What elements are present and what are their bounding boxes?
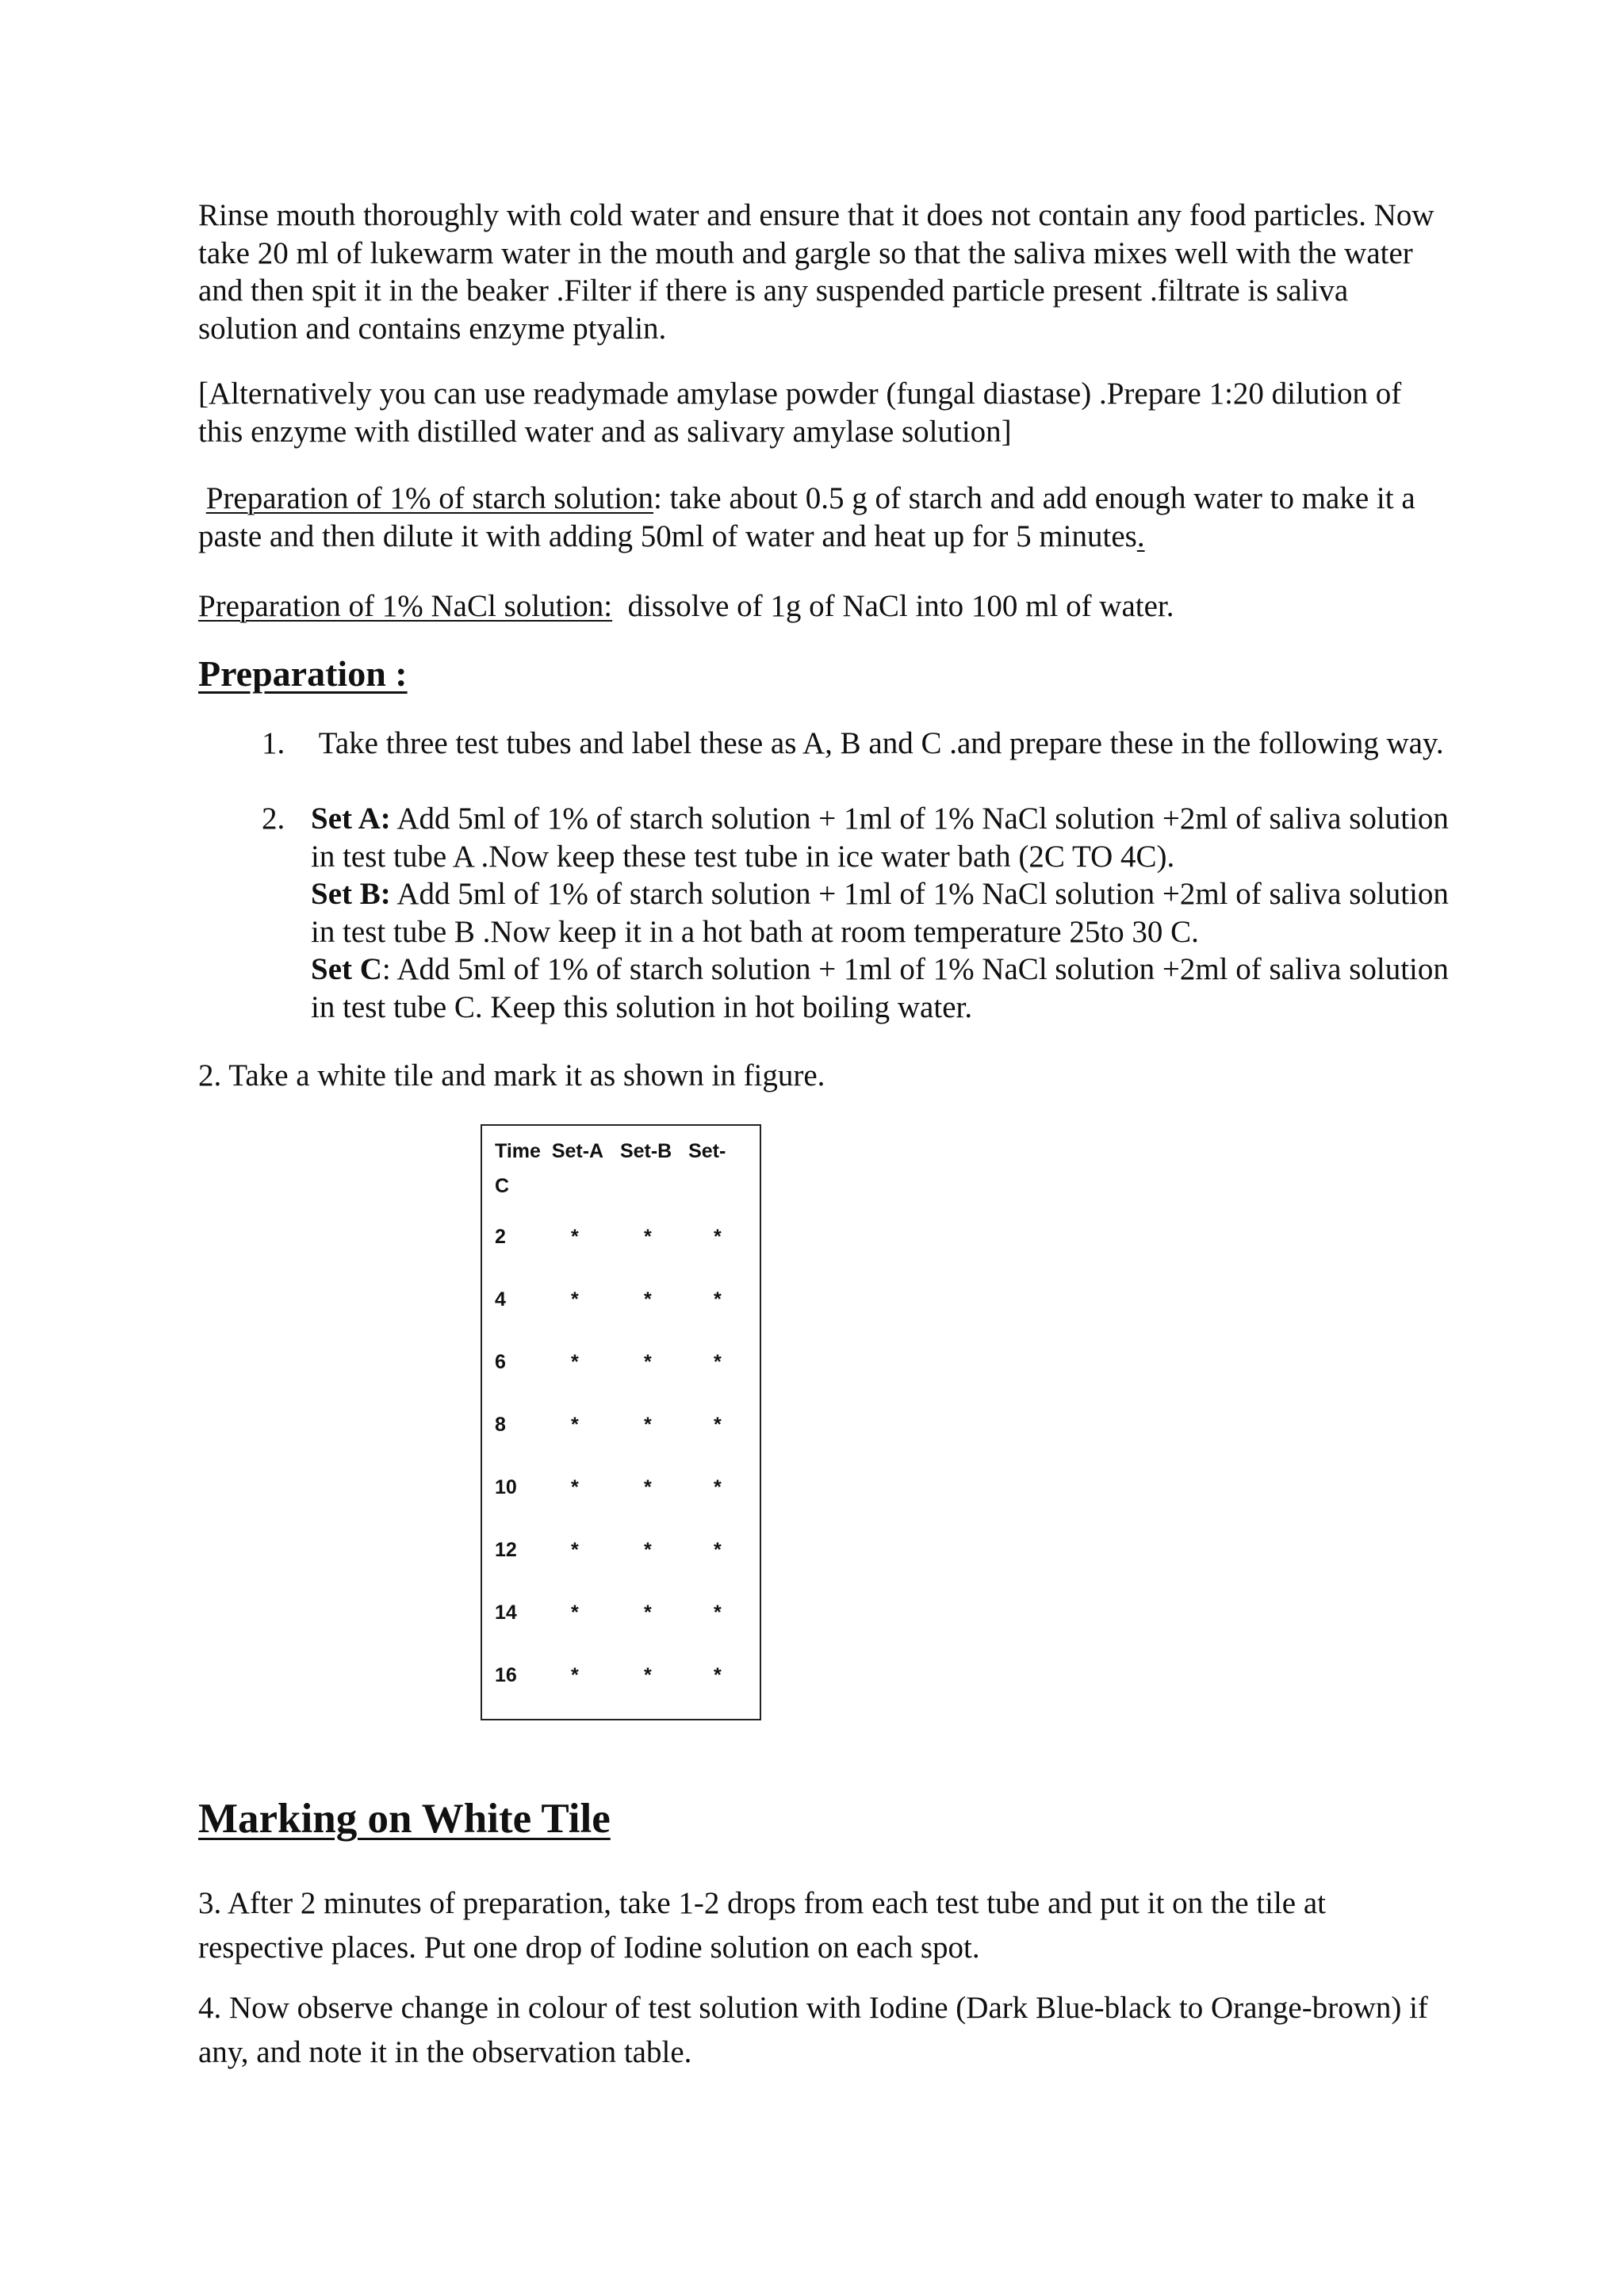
white-tile-figure — [481, 1124, 761, 1720]
set-c-cell: * — [714, 1476, 722, 1498]
tile-row — [495, 1346, 756, 1378]
tile-row — [495, 1659, 756, 1691]
set-c-cell: * — [714, 1351, 722, 1373]
alternative-paragraph: [Alternatively you can use readymade amylase powder (fungal diastase) .Prepare 1:20 dilution of this enzyme with distilled water and as salivary amylase solution] — [198, 377, 1402, 449]
set-b-cell: * — [644, 1664, 652, 1686]
set-c-cell: * — [714, 1414, 722, 1436]
set-b-text: Set B: Add 5ml of 1% of starch solution + 1ml of 1% NaCl solution +2ml of saliva solution in test tube B .Now keep it in a hot bath at room temperature 25to 30 C. — [311, 877, 1449, 949]
header-set-c-suffix: C — [495, 1175, 510, 1197]
set-a-cell: * — [571, 1601, 579, 1624]
set-c-cell: * — [714, 1664, 722, 1686]
header-set-a: Set-A — [551, 1140, 604, 1162]
tile-row — [495, 1597, 756, 1628]
time-cell: 10 — [495, 1476, 517, 1498]
set-c-cell: * — [714, 1601, 722, 1624]
time-cell: 2 — [495, 1226, 506, 1248]
nacl-text: dissolve of 1g of NaCl into 100 ml of water. — [612, 589, 1174, 623]
time-cell: 12 — [495, 1539, 517, 1561]
tile-row — [495, 1284, 756, 1315]
header-set-c: Set- — [688, 1140, 726, 1162]
set-c-cell: * — [714, 1226, 722, 1248]
time-cell: 14 — [495, 1601, 517, 1624]
starch-paragraph — [198, 480, 1451, 555]
header-time: Time — [495, 1140, 541, 1162]
set-b-cell: * — [644, 1601, 652, 1624]
set-b-cell: * — [644, 1226, 652, 1248]
set-b-cell: * — [644, 1414, 652, 1436]
set-b-label: Set B: — [311, 877, 391, 911]
saliva-paragraph: Rinse mouth thoroughly with cold water and ensure that it does not contain any food particles. Now take 20 ml of lukewarm water in the mouth and gargle so that the saliva mixes well with the water and then spit it in the beaker .Filter if there is any suspended particle present .filtrate is saliva solution and contains enzyme ptyalin. — [198, 198, 1434, 346]
set-b-cell: * — [644, 1351, 652, 1373]
step-3-paragraph: 3. After 2 minutes of preparation, take 1-2 drops from each test tube and put it on the tile at respective places. Put one drop of Iodine solution on each spot. — [198, 1886, 1327, 1965]
set-a-label: Set A: — [311, 802, 391, 836]
preparation-list — [198, 725, 1451, 1030]
set-a-cell: * — [571, 1539, 579, 1561]
tile-row — [495, 1534, 756, 1566]
set-b-cell: * — [644, 1288, 652, 1311]
starch-text: : take about 0.5 g of starch and add enough water to make it a paste and then dilute it with adding 50ml of water and heat up for 5 minutes — [198, 481, 1415, 553]
set-b-cell: * — [644, 1539, 652, 1561]
time-cell: 4 — [495, 1288, 506, 1311]
tile-row — [495, 1471, 756, 1503]
set-a-cell: * — [571, 1288, 579, 1311]
list-item — [198, 800, 1451, 1030]
item-text: Take three test tubes and label these as A, B and C .and prepare these in the following way. — [311, 726, 1444, 760]
list-item — [198, 725, 1451, 800]
set-c-text: Set C: Add 5ml of 1% of starch solution + 1ml of 1% NaCl solution +2ml of saliva solution in test tube C. Keep this solution in hot boiling water. — [311, 952, 1449, 1024]
nacl-label: Preparation of 1% NaCl solution: — [198, 589, 613, 623]
header-set-b: Set-B — [619, 1140, 672, 1162]
preparation-heading: Preparation : — [198, 653, 408, 694]
set-c-label: Set C — [311, 952, 382, 986]
set-c-cell: * — [714, 1539, 722, 1561]
set-a-cell: * — [571, 1476, 579, 1498]
time-cell: 16 — [495, 1664, 517, 1686]
set-a-cell: * — [571, 1226, 579, 1248]
set-b-cell: * — [644, 1476, 652, 1498]
step-4-paragraph: 4. Now observe change in colour of test solution with Iodine (Dark Blue-black to Orange-brown) if any, and note it in the observation table. — [198, 1991, 1428, 2069]
item-number: 1. — [262, 726, 285, 760]
nacl-paragraph — [198, 587, 1451, 626]
set-a-cell: * — [571, 1664, 579, 1686]
item-number: 2. — [262, 802, 285, 836]
set-c-cell: * — [714, 1288, 722, 1311]
time-cell: 6 — [495, 1351, 506, 1373]
set-a-cell: * — [571, 1414, 579, 1436]
time-cell: 8 — [495, 1414, 506, 1436]
marking-heading: Marking on White Tile — [198, 1796, 611, 1842]
item-body — [311, 800, 1453, 1026]
set-a-cell: * — [571, 1351, 579, 1373]
step-2-paragraph: 2. Take a white tile and mark it as shown in figure. — [198, 1058, 825, 1093]
set-a-text: Set A: Add 5ml of 1% of starch solution + 1ml of 1% NaCl solution +2ml of saliva solution in test tube A .Now keep these test tube in ice water bath (2C TO 4C). — [311, 802, 1449, 874]
tile-row — [495, 1221, 756, 1253]
starch-label: Preparation of 1% of starch solution — [205, 481, 654, 515]
tile-header — [495, 1134, 756, 1203]
tile-row — [495, 1409, 756, 1441]
starch-end: . — [1136, 519, 1145, 553]
